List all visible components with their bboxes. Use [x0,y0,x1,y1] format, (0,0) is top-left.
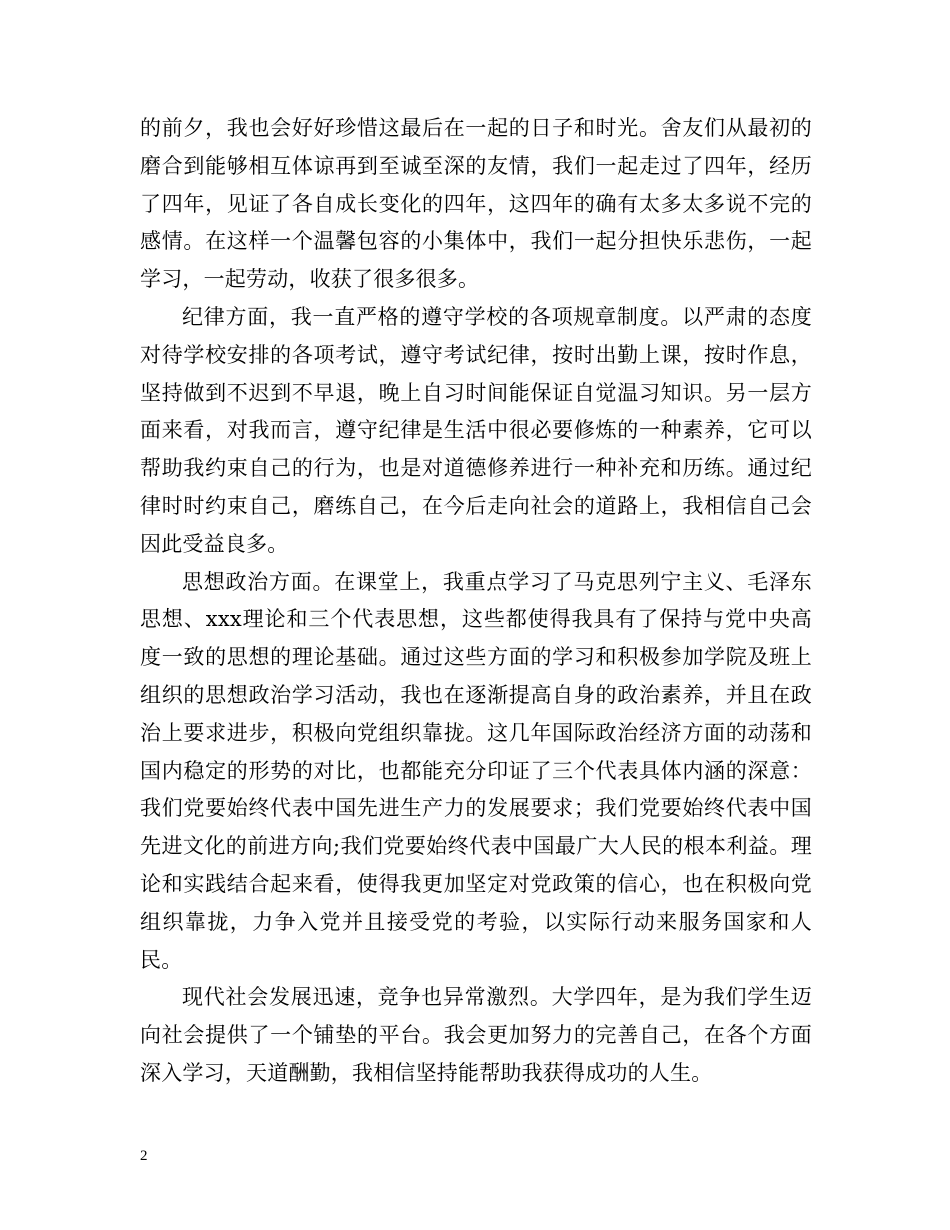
document-body [140,110,812,1093]
page-number: 2 [140,1148,148,1164]
paragraph-political-thought: 思想政治方面。在课堂上，我重点学习了马克思列宁主义、毛泽东思想、xxx理论和三个代表思想，这些都使得我具有了保持与党中央高度一致的思想的理论基础。通过这些方面的学习和积极参加学院及班上组织的思想政治学习活动，我也在逐渐提高自身的政治素养，并且在政治上要求进步，积极向党组织靠拢。这几年国际政治经济方面的动荡和国内稳定的形势的对比，也都能充分印证了三个代表具体内涵的深意：我们党要始终代表中国先进生产力的发展要求；我们党要始终代表中国先进文化的前进方向;我们党要始终代表中国最广大人民的根本利益。理论和实践结合起来看，使得我更加坚定对党政策的信心，也在积极向党组织靠拢，力争入党并且接受党的考验，以实际行动来服务国家和人民。 [140,569,812,972]
paragraph-dorm-friendship: 的前夕，我也会好好珍惜这最后在一起的日子和时光。舍友们从最初的磨合到能够相互体谅再到至诚至深的友情，我们一起走过了四年，经历了四年，见证了各自成长变化的四年，这四年的确有太多太多说不完的感情。在这样一个温馨包容的小集体中，我们一起分担快乐悲伤，一起学习，一起劳动，收获了很多很多。 [140,116,812,292]
paragraph-discipline: 纪律方面，我一直严格的遵守学校的各项规章制度。以严肃的态度对待学校安排的各项考试，遵守考试纪律，按时出勤上课，按时作息，坚持做到不迟到不早退，晚上自习时间能保证自觉温习知识。另一层方面来看，对我而言，遵守纪律是生活中很必要修炼的一种素养，它可以帮助我约束自己的行为，也是对道德修养进行一种补充和历练。通过纪律时时约束自己，磨练自己，在今后走向社会的道路上，我相信自己会因此受益良多。 [140,304,812,556]
paragraph-conclusion: 现代社会发展迅速，竞争也异常激烈。大学四年，是为我们学生迈向社会提供了一个铺垫的平台。我会更加努力的完善自己，在各个方面深入学习，天道酬勤，我相信坚持能帮助我获得成功的人生。 [140,985,812,1085]
